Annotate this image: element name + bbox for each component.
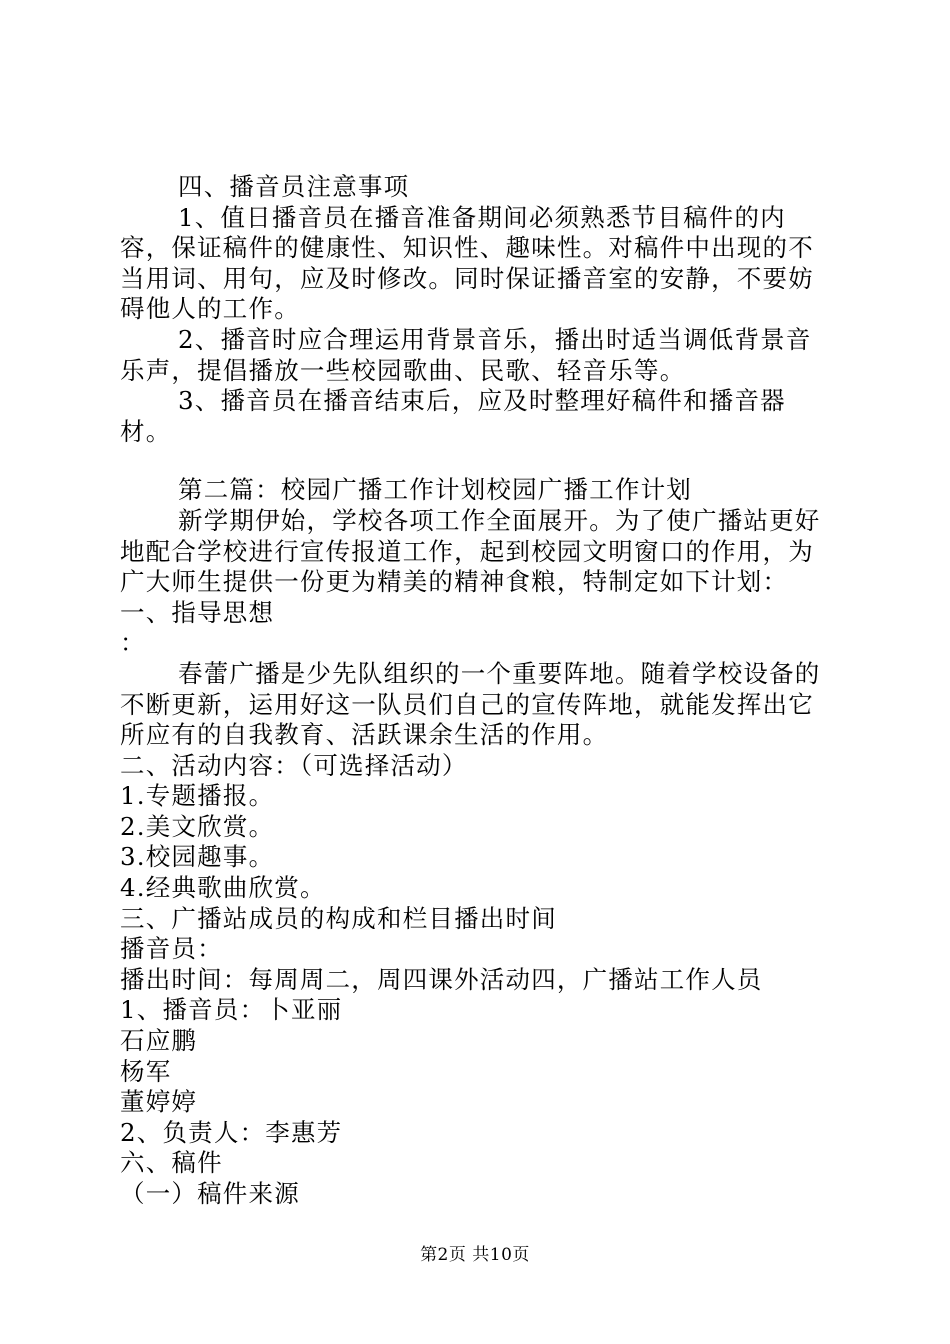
section-heading: 三、广播站成员的构成和栏目播出时间 (120, 903, 557, 933)
section-heading: 一、指导思想 (120, 597, 275, 627)
sub-heading: （一）稿件来源 (120, 1179, 300, 1208)
text-line: 播音员： (120, 934, 223, 964)
part-title: 第二篇：校园广播工作计划校园广播工作计划 (178, 475, 692, 505)
text-line: 1、播音员：卜亚丽 (120, 995, 343, 1025)
list-item: 2.美文欣赏。 (120, 811, 275, 841)
paragraph: 2、播音时应合理运用背景音乐，播出时适当调低背景音乐声，提倡播放一些校园歌曲、民歌、轻音乐等。 (120, 324, 812, 385)
list-item: 董婷婷 (120, 1087, 198, 1117)
text-line: 2、负责人：李惠芳 (120, 1117, 343, 1147)
page-footer: 第2页 共10页 (420, 1245, 530, 1265)
section-heading: 二、活动内容：（可选择活动） (120, 750, 468, 780)
list-item: 1.专题播报。 (120, 781, 275, 811)
paragraph: 新学期伊始，学校各项工作全面展开。为了使广播站更好地配合学校进行宣传报道工作，起到校园文明窗口的作用，为广大师生提供一份更为精美的精神食粮，特制定如下计划： (120, 505, 821, 597)
paragraph: 3、播音员在播音结束后，应及时整理好稿件和播音器材。 (120, 386, 786, 446)
section-heading: 六、稿件 (120, 1148, 223, 1178)
spacer (120, 447, 835, 475)
paragraph: 春蕾广播是少先队组织的一个重要阵地。随着学校设备的不断更新，运用好这一队员们自己的宣传阵地，就能发挥出它所应有的自我教育、活跃课余生活的作用。 (120, 658, 821, 750)
document-body (120, 172, 835, 1210)
list-item: 4.经典歌曲欣赏。 (120, 873, 326, 903)
colon-line: ： (120, 628, 146, 658)
section-heading: 四、播音员注意事项 (178, 172, 410, 201)
text-line: 播出时间：每周周二，周四课外活动四，广播站工作人员 (120, 964, 763, 994)
list-item: 石应鹏 (120, 1026, 198, 1056)
list-item: 3.校园趣事。 (120, 842, 275, 872)
paragraph: 1、值日播音员在播音准备期间必须熟悉节目稿件的内容，保证稿件的健康性、知识性、趣味性。对稿件中出现的不当用词、用句，应及时修改。同时保证播音室的安静，不要妨碍他人的工作。 (120, 202, 814, 324)
list-item: 杨军 (120, 1056, 172, 1086)
